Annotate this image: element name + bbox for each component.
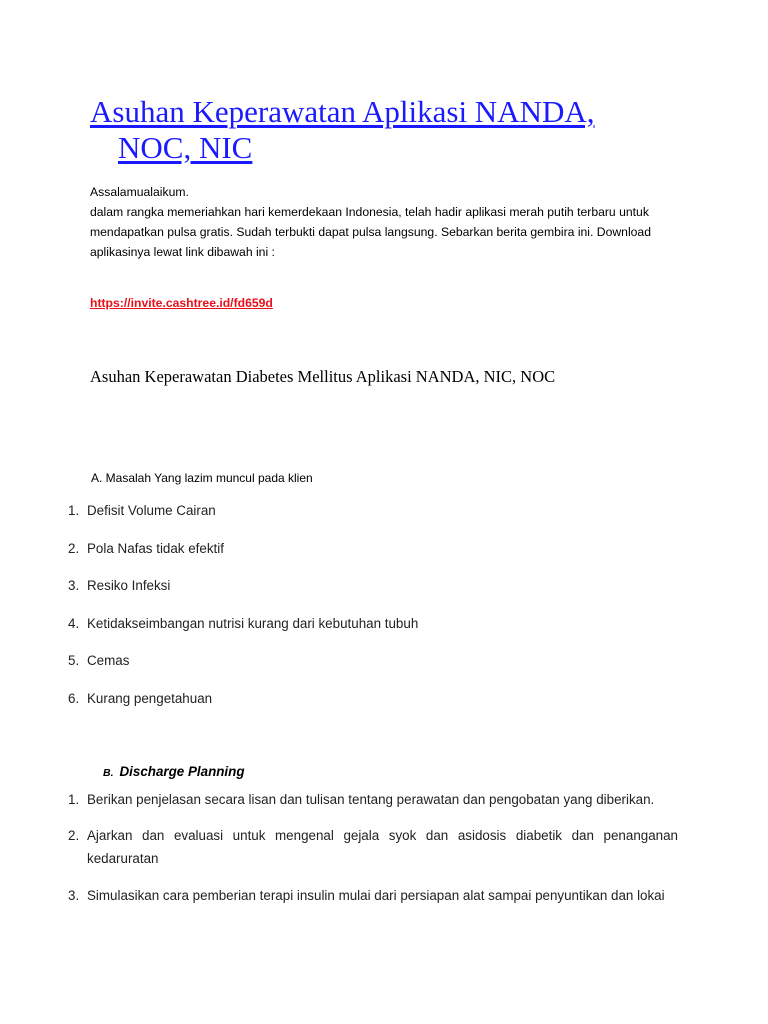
list-item xyxy=(68,540,678,578)
discharge-planning-list xyxy=(68,788,678,921)
problem-list xyxy=(68,502,678,728)
list-item xyxy=(68,615,678,653)
intro-greeting: Assalamualaikum. xyxy=(90,185,189,199)
list-number: 2. xyxy=(68,828,80,843)
list-number: 4. xyxy=(68,615,80,631)
list-item xyxy=(68,788,678,811)
list-text: Berikan penjelasan secara lisan dan tulisan tentang perawatan dan pengobatan yang diberikan. xyxy=(87,792,655,807)
list-text: Pola Nafas tidak efektif xyxy=(87,540,224,556)
intro-paragraph xyxy=(90,182,680,262)
section-a-heading: A. Masalah Yang lazim muncul pada klien xyxy=(91,471,313,485)
cashtree-invite-link[interactable]: https://invite.cashtree.id/fd659d xyxy=(90,296,273,310)
document-subtitle: Asuhan Keperawatan Diabetes Mellitus Aplikasi NANDA, NIC, NOC xyxy=(90,367,556,386)
list-item xyxy=(68,577,678,615)
list-number: 2. xyxy=(68,540,80,556)
list-number: 5. xyxy=(68,653,80,669)
list-number: 3. xyxy=(68,888,80,903)
list-number: 1. xyxy=(68,503,80,518)
list-item xyxy=(68,502,678,540)
list-text: Ketidakseimbangan nutrisi kurang dari kebutuhan tubuh xyxy=(87,615,419,631)
section-b-heading xyxy=(103,763,245,781)
list-item xyxy=(68,690,678,728)
intro-body: dalam rangka memeriahkan hari kemerdekaan Indonesia, telah hadir aplikasi merah putih terbaru untuk mendapatkan pulsa gratis. Sudah terbukti dapat pulsa langsung. Sebarkan berita gembira ini. Download aplikasinya lewat link dibawah ini : xyxy=(90,205,651,259)
list-number: 3. xyxy=(68,578,80,594)
list-item xyxy=(68,884,678,907)
document-title xyxy=(90,94,690,166)
list-text: Cemas xyxy=(87,653,130,669)
list-text: Kurang pengetahuan xyxy=(87,690,213,706)
list-number: 6. xyxy=(68,690,80,706)
title-line-1: Asuhan Keperawatan Aplikasi NANDA, xyxy=(90,94,595,129)
list-item xyxy=(68,652,678,690)
list-text: Defisit Volume Cairan xyxy=(87,503,216,518)
title-link[interactable] xyxy=(90,94,690,166)
section-b-title: Discharge Planning xyxy=(119,764,245,779)
section-b-letter: B. xyxy=(103,767,114,779)
list-text: Ajarkan dan evaluasi untuk mengenal gejala syok dan asidosis diabetik dan penanganan kedaruratan xyxy=(87,828,678,866)
list-item xyxy=(68,824,678,870)
list-number: 1. xyxy=(68,792,80,807)
title-line-2: NOC, NIC xyxy=(118,130,253,165)
list-text: Resiko Infeksi xyxy=(87,578,171,594)
list-text: Simulasikan cara pemberian terapi insulin mulai dari persiapan alat sampai penyuntikan dan lokai xyxy=(87,888,665,903)
